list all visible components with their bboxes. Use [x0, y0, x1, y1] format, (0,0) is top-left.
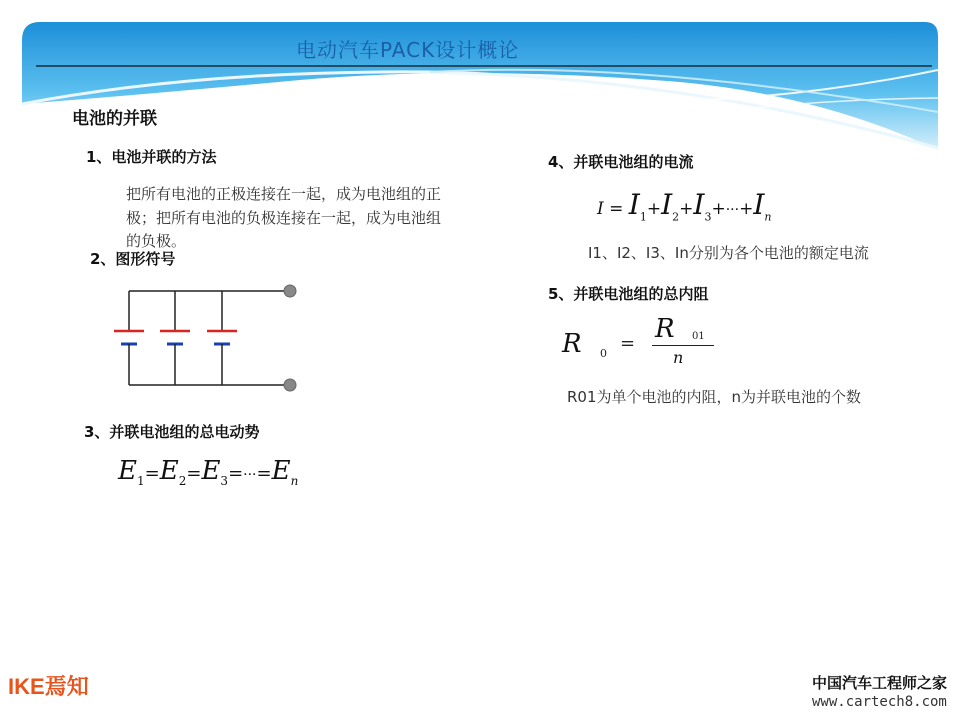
header-banner	[0, 0, 960, 170]
battery-cell-2	[160, 291, 190, 385]
s3-title: 3、并联电池组的总电动势	[84, 423, 260, 441]
page-title: 电动汽车PACK设计概论	[296, 38, 520, 62]
brand-logo: IKE焉知	[8, 674, 89, 699]
fraction-bar	[652, 345, 714, 346]
r-numerator-subscript: 01	[692, 331, 705, 342]
r-denominator: n	[673, 348, 684, 367]
parallel-circuit-diagram	[110, 280, 310, 395]
s5-title: 5、并联电池组的总内阻	[548, 285, 709, 303]
s1-body-line1: 把所有电池的正极连接在一起，成为电池组的正	[126, 185, 442, 203]
s2-title: 2、图形符号	[90, 250, 176, 268]
r-symbol: R	[562, 329, 582, 359]
battery-cell-1	[114, 291, 144, 385]
emf-formula: $E_1=E_2=E_3=\cdot\cdot\cdot=E_n$	[118, 456, 299, 489]
s4-title: 4、并联电池组的电流	[548, 153, 694, 171]
s4-note: I1、I2、I3、In分别为各个电池的额定电流	[588, 244, 869, 262]
r-equals: =	[620, 333, 636, 354]
s1-body-line3: 的负极。	[126, 232, 187, 250]
r-numerator: R	[655, 314, 675, 344]
s1-body-line2: 极；把所有电池的负极连接在一起，成为电池组	[126, 209, 442, 227]
site-name: 中国汽车工程师之家	[812, 674, 948, 692]
section-heading: 电池的并联	[72, 109, 157, 129]
s1-title: 1、电池并联的方法	[86, 148, 217, 166]
site-url: www.cartech8.com	[812, 694, 947, 710]
r-subscript: 0	[600, 347, 607, 360]
s5-note: R01为单个电池的内阻，n为并联电池的个数	[567, 388, 862, 406]
battery-cell-3	[207, 291, 237, 385]
current-formula: $I = I_1+I_2+I_3+\cdot\cdot\cdot+I_n$	[597, 188, 772, 224]
